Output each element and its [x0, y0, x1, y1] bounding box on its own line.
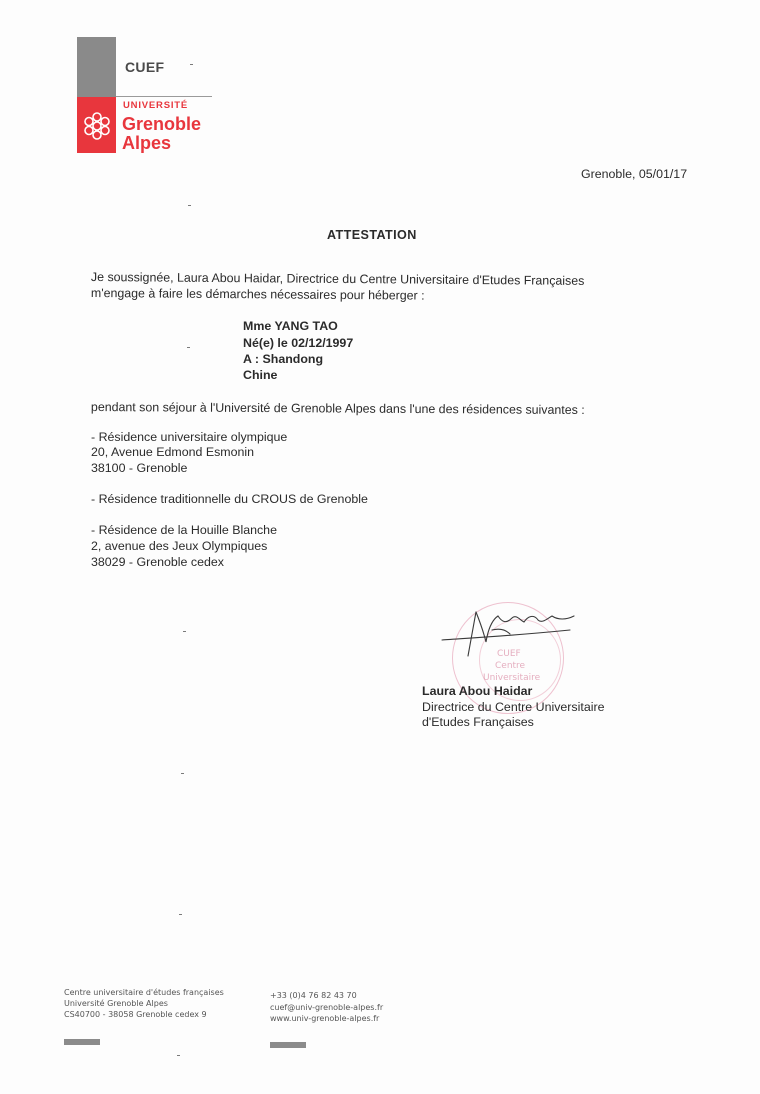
signer-name: Laura Abou Haidar: [422, 684, 533, 698]
scan-speck: [187, 347, 190, 348]
footer-phone: +33 (0)4 76 82 43 70: [270, 991, 357, 1000]
footer-website: www.univ-grenoble-alpes.fr: [270, 1014, 380, 1023]
logo-cuef-text: CUEF: [125, 59, 165, 75]
footer-bar-left: [64, 1039, 100, 1045]
residence-3-street: 2, avenue des Jeux Olympiques: [91, 539, 268, 553]
stamp-text-3: Universitaire: [483, 673, 541, 683]
stamp-text-1: CUEF: [497, 649, 521, 659]
footer-university: Université Grenoble Alpes: [64, 999, 168, 1008]
footer-email: cuef@univ-grenoble-alpes.fr: [270, 1003, 384, 1012]
residence-1-city: 38100 - Grenoble: [91, 461, 188, 475]
person-birthplace: A : Shandong: [243, 352, 324, 366]
scan-speck: [179, 914, 182, 915]
footer-org-name: Centre universitaire d'études françaises: [64, 988, 224, 997]
stamp-text-2: Centre: [495, 661, 526, 671]
intro-line-1: Je soussignée, Laura Abou Haidar, Directrice du Centre Universitaire d'Etudes Françaises: [90, 270, 585, 288]
university-logo: [77, 37, 212, 153]
footer-bar-right: [270, 1042, 306, 1048]
person-birthdate: Né(e) le 02/12/1997: [243, 336, 354, 350]
residence-3-name: - Résidence de la Houille Blanche: [91, 523, 277, 537]
document-title: ATTESTATION: [327, 228, 417, 242]
intro-line-2: m'engage à faire les démarches nécessaires pour héberger :: [90, 286, 425, 303]
signer-role-line-2: d'Etudes Françaises: [422, 715, 534, 729]
residence-1-street: 20, Avenue Edmond Esmonin: [91, 445, 255, 459]
logo-alpes-text: Alpes: [122, 133, 172, 153]
logo-divider: [116, 96, 212, 97]
scan-speck: [190, 64, 193, 65]
person-country: Chine: [243, 368, 278, 382]
logo-grenoble-text: Grenoble: [122, 114, 202, 134]
scan-speck: [177, 1055, 180, 1056]
residence-3-city: 38029 - Grenoble cedex: [91, 555, 224, 569]
logo-universite-text: UNIVERSITÉ: [123, 100, 189, 111]
flower-emblem-icon: [82, 108, 112, 144]
footer-postal-address: CS40700 - 38058 Grenoble cedex 9: [64, 1010, 207, 1019]
residence-2-name: - Résidence traditionnelle du CROUS de Grenoble: [91, 492, 368, 506]
signer-role-line-1: Directrice du Centre Universitaire: [422, 700, 605, 714]
handwritten-signature: [440, 600, 600, 670]
sejour-statement: pendant son séjour à l'Université de Grenoble Alpes dans l'une des résidences suivantes :: [90, 400, 585, 418]
person-name: Mme YANG TAO: [243, 319, 338, 333]
scan-speck: [181, 773, 184, 774]
logo-grey-block: [77, 37, 116, 97]
document-date: Grenoble, 05/01/17: [581, 167, 688, 181]
scan-speck: [188, 205, 191, 206]
residence-1-name: - Résidence universitaire olympique: [91, 430, 288, 444]
scan-speck: [183, 631, 186, 632]
